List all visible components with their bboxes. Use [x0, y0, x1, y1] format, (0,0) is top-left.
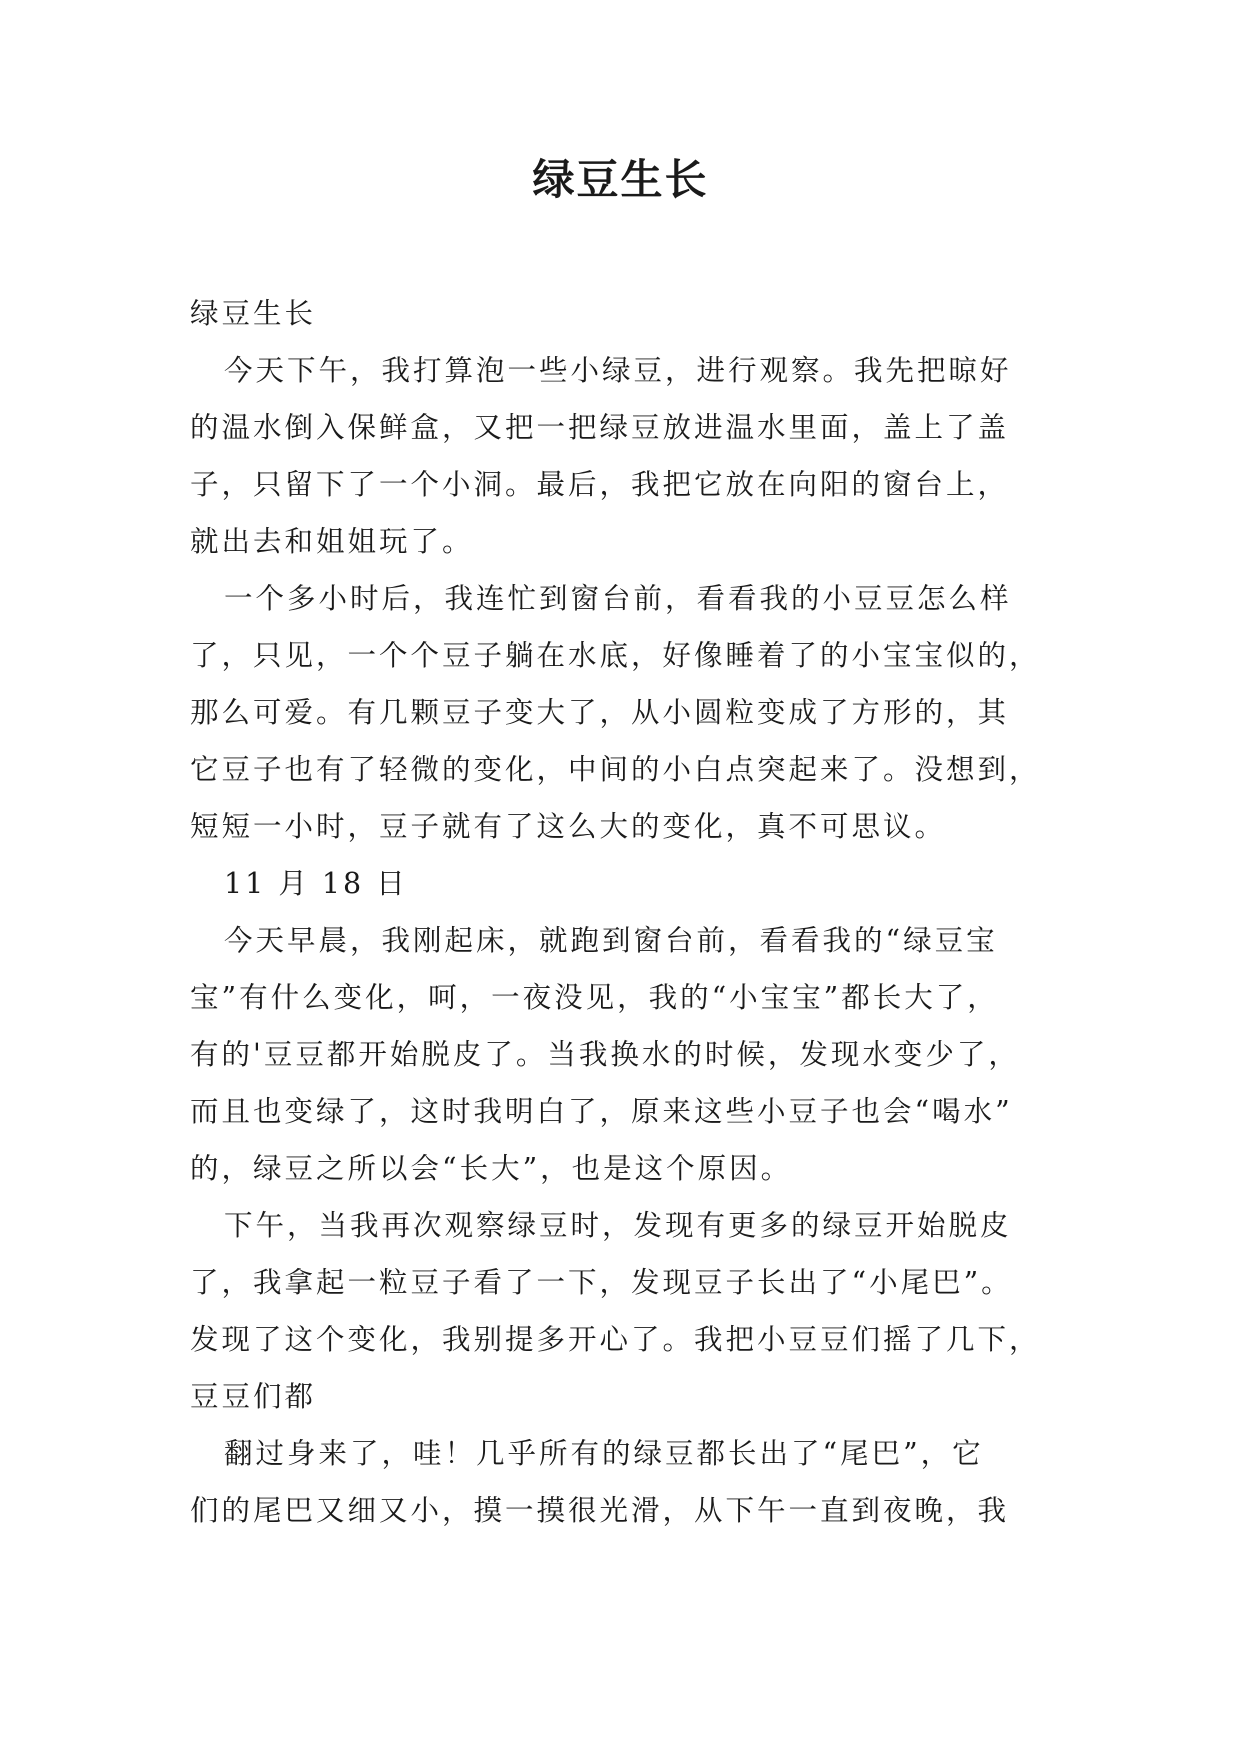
body-line: 了，我拿起一粒豆子看了一下，发现豆子长出了“小尾巴”。 — [190, 1266, 1013, 1299]
body-line: 的温水倒入保鲜盒，又把一把绿豆放进温水里面，盖上了盖 — [190, 411, 1010, 444]
document-title: 绿豆生长 — [532, 155, 709, 204]
body-line: 的，绿豆之所以会“长大”，也是这个原因。 — [190, 1152, 793, 1185]
body-line: 宝”有什么变化，呵，一夜没见，我的“小宝宝”都长大了， — [190, 981, 999, 1014]
body-line: 翻过身来了，哇！几乎所有的绿豆都长出了“尾巴”，它 — [224, 1437, 984, 1470]
date-line: 11 月 18 日 — [224, 867, 408, 900]
body-line: 今天早晨，我刚起床，就跑到窗台前，看看我的“绿豆宝 — [224, 924, 998, 957]
body-line: 有的'豆豆都开始脱皮了。当我换水的时候，发现水变少了， — [190, 1038, 1020, 1071]
body-line: 它豆子也有了轻微的变化，中间的小白点突起来了。没想到， — [190, 753, 1041, 786]
body-line: 们的尾巴又细又小，摸一摸很光滑，从下午一直到夜晚，我 — [190, 1494, 1010, 1527]
body-line: 就出去和姐姐玩了。 — [190, 525, 474, 558]
body-line: 今天下午，我打算泡一些小绿豆，进行观察。我先把晾好 — [224, 354, 1012, 387]
body-line: 那么可爱。有几颗豆子变大了，从小圆粒变成了方形的，其 — [190, 696, 1010, 729]
document-body — [190, 285, 1066, 1539]
body-line: 下午，当我再次观察绿豆时，发现有更多的绿豆开始脱皮 — [224, 1209, 1012, 1242]
body-line: 了，只见，一个个豆子躺在水底，好像睡着了的小宝宝似的， — [190, 639, 1041, 672]
body-line: 而且也变绿了，这时我明白了，原来这些小豆子也会“喝水” — [190, 1095, 1013, 1128]
body-line: 豆豆们都 — [190, 1380, 317, 1413]
body-line: 短短一小时，豆子就有了这么大的变化，真不可思议。 — [190, 810, 947, 843]
body-line: 子，只留下了一个小洞。最后，我把它放在向阳的窗台上， — [190, 468, 1010, 501]
body-line: 一个多小时后，我连忙到窗台前，看看我的小豆豆怎么样 — [224, 582, 1012, 615]
body-line: 绿豆生长 — [190, 297, 317, 330]
body-line: 发现了这个变化，我别提多开心了。我把小豆豆们摇了几下， — [190, 1323, 1041, 1356]
